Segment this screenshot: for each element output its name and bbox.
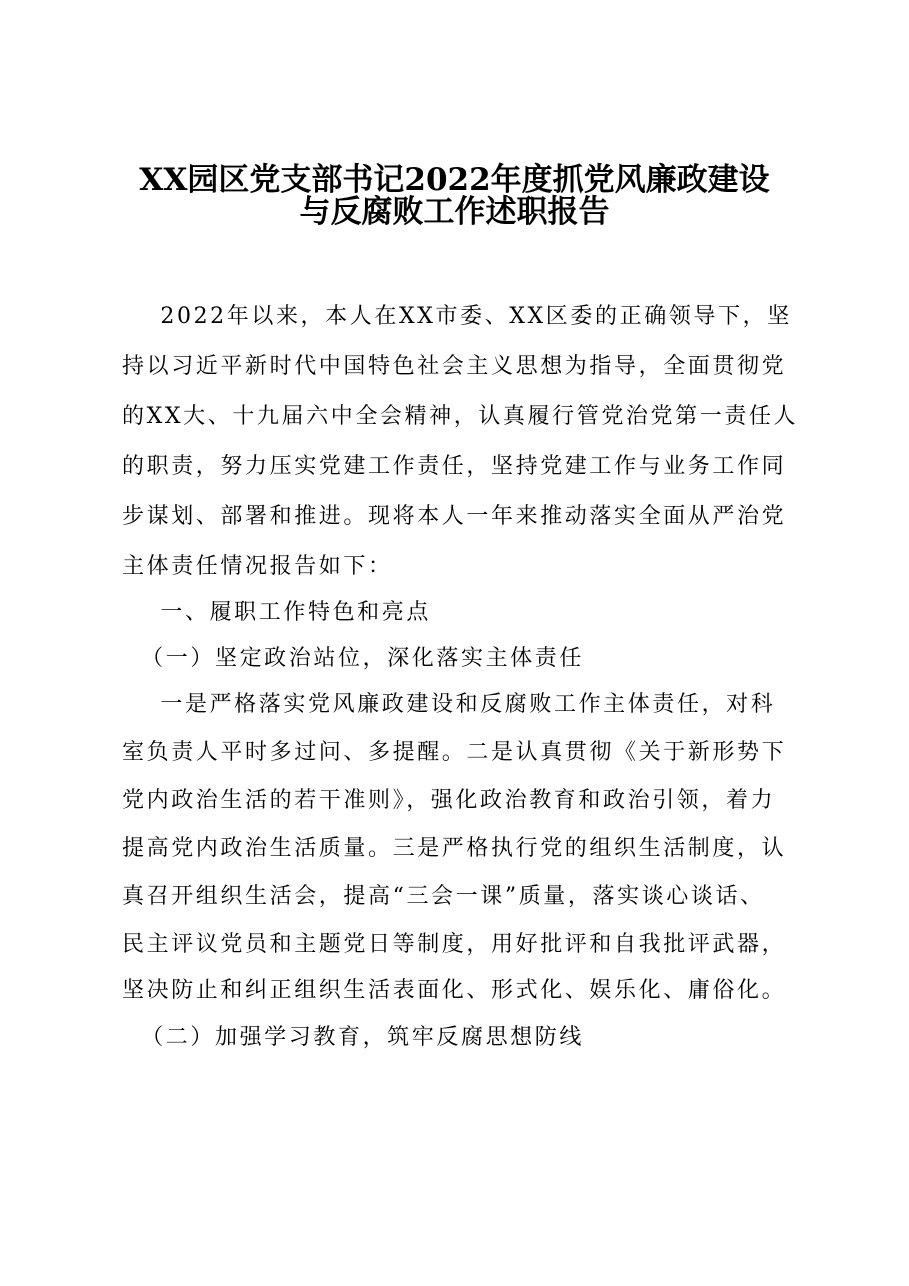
paragraph-line: 2022年以来，本人在XX市委、XX区委的正确领导下，坚: [122, 304, 792, 329]
paragraph-line: 党内政治生活的若干准则》，强化政治教育和政治引领，着力: [122, 788, 776, 813]
paragraph-line: 持以习近平新时代中国特色社会主义思想为指导，全面贯彻党: [122, 354, 787, 379]
subsection-heading: （一）坚定政治站位，深化落实主体责任: [122, 646, 584, 671]
document-title-line-2: 与反腐败工作述职报告: [299, 194, 610, 230]
paragraph-line: 步谋划、部署和推进。现将本人一年来推动落实全面从严治党: [122, 504, 787, 529]
paragraph-line: 主体责任情况报告如下：: [122, 554, 393, 579]
document-title-line-1: XX园区党支部书记2022年度抓党风廉政建设: [139, 162, 770, 198]
paragraph-line: 民主评议党员和主题党日等制度，用好批评和自我批评武器，: [122, 932, 787, 957]
paragraph-line: 的XX大、十九届六中全会精神，认真履行管党治党第一责任人: [122, 404, 799, 429]
subsection-heading: （二）加强学习教育，筑牢反腐思想防线: [122, 1025, 584, 1050]
section-heading: 一、履职工作特色和亮点: [122, 600, 431, 625]
paragraph-line: 坚决防止和纠正组织生活表面化、形式化、娱乐化、庸俗化。: [122, 978, 787, 1003]
paragraph-line: 一是严格落实党风廉政建设和反腐败工作主体责任，对科: [122, 692, 776, 717]
paragraph-line: 的职责，努力压实党建工作责任，坚持党建工作与业务工作同: [122, 454, 787, 479]
paragraph-line: 提高党内政治生活质量。三是严格执行党的组织生活制度，认: [122, 836, 787, 861]
paragraph-line: 室负责人平时多过问、多提醒。二是认真贯彻《关于新形势下: [122, 740, 787, 765]
paragraph-line: 真召开组织生活会，提高“三会一课”质量，落实谈心谈话、: [122, 884, 765, 909]
